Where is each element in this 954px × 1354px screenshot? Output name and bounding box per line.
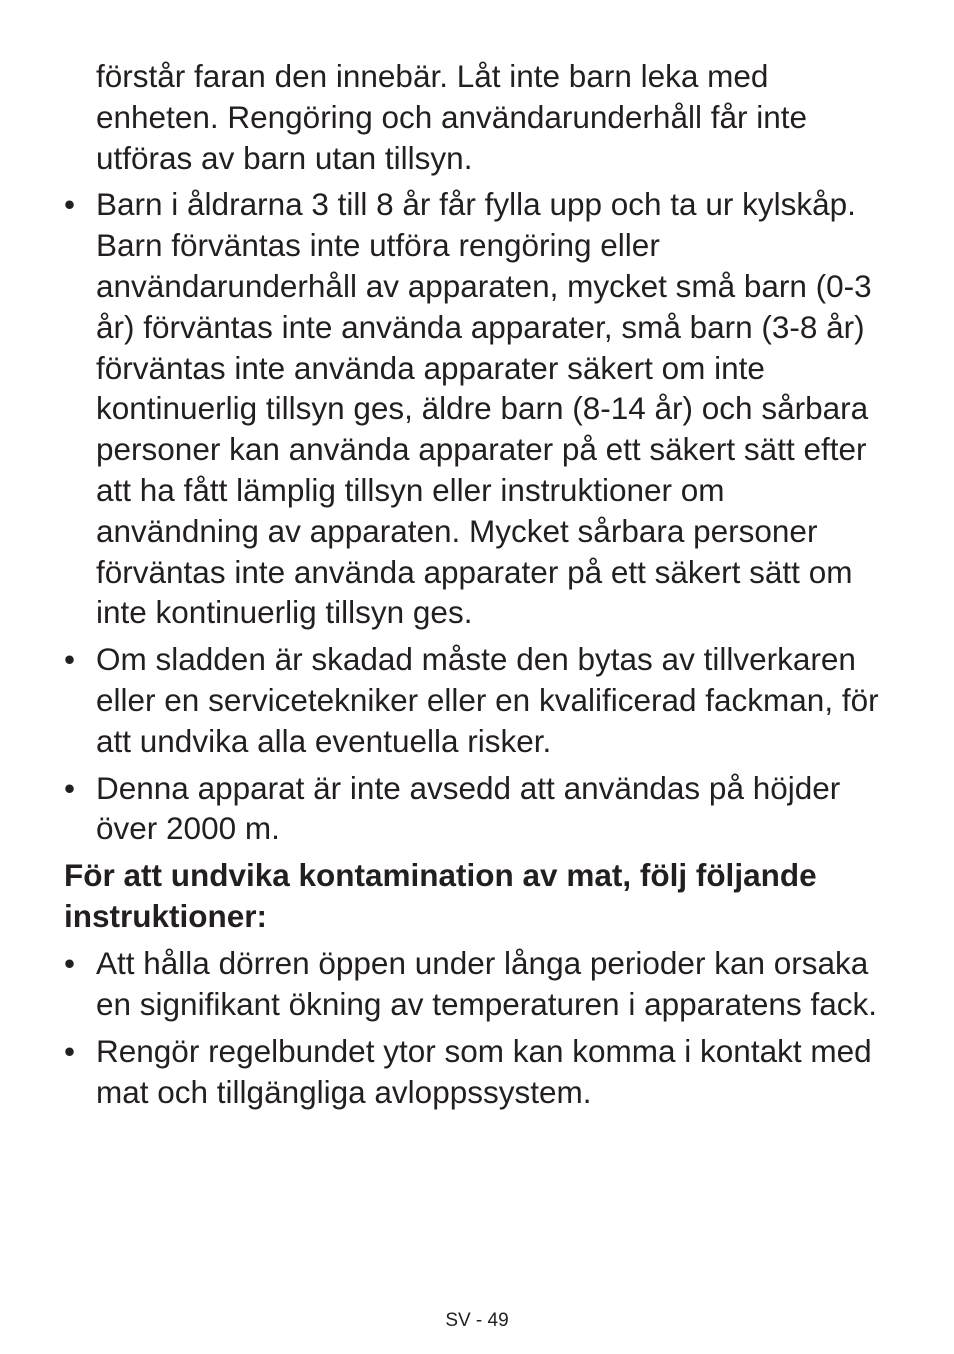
page-content [64,56,894,1118]
list-item-text: Att hålla dörren öppen under långa perioder kan orsaka en signifikant ökning av temperaturen i apparatens fack. [96,945,877,1022]
list-item-text: Barn i åldrarna 3 till 8 år får fylla upp och ta ur kylskåp. Barn förväntas inte utföra rengöring eller användarunderhåll av apparaten, mycket små barn (0-3 år) förväntas inte använda apparater, små barn (3-8 år) förväntas inte använda apparater säkert om inte kontinuerlig tillsyn ges, äldre barn (8-14 år) och sårbara personer kan använda apparater på ett säkert sätt efter att ha fått lämplig tillsyn eller instruktioner om användning av apparaten. Mycket sårbara personer förväntas inte använda apparater på ett säkert sätt om inte kontinuerlig tillsyn ges. [96,186,872,631]
bullet-list-bottom [64,943,894,1112]
list-item [64,943,894,1025]
section-heading: För att undvika kontamination av mat, följ följande instruktioner: [64,857,817,935]
bullet-list-top [64,184,894,849]
list-item-text: Denna apparat är inte avsedd att användas på höjder över 2000 m. [96,769,841,847]
list-item [64,639,894,761]
list-item-text: Rengör regelbundet ytor som kan komma i kontakt med mat och tillgängliga avloppssystem. [96,1032,872,1110]
list-item [64,1031,894,1113]
page-number: SV - 49 [445,1310,509,1331]
bullet-icon: • [64,945,76,982]
list-item-text: Om sladden är skadad måste den bytas av tillverkaren eller en servicetekniker eller en kvalificerad fackman, för att undvika alla eventuella risker. [96,641,879,759]
bullet-icon: • [64,769,76,806]
list-item [64,768,894,850]
bullet-icon: • [64,186,76,223]
bullet-icon: • [64,1032,76,1069]
bullet-icon: • [64,641,76,678]
continued-paragraph: förstår faran den innebär. Låt inte barn leka med enheten. Rengöring och användarunderhåll får inte utföras av barn utan tillsyn. [96,58,808,176]
list-item [64,184,894,633]
